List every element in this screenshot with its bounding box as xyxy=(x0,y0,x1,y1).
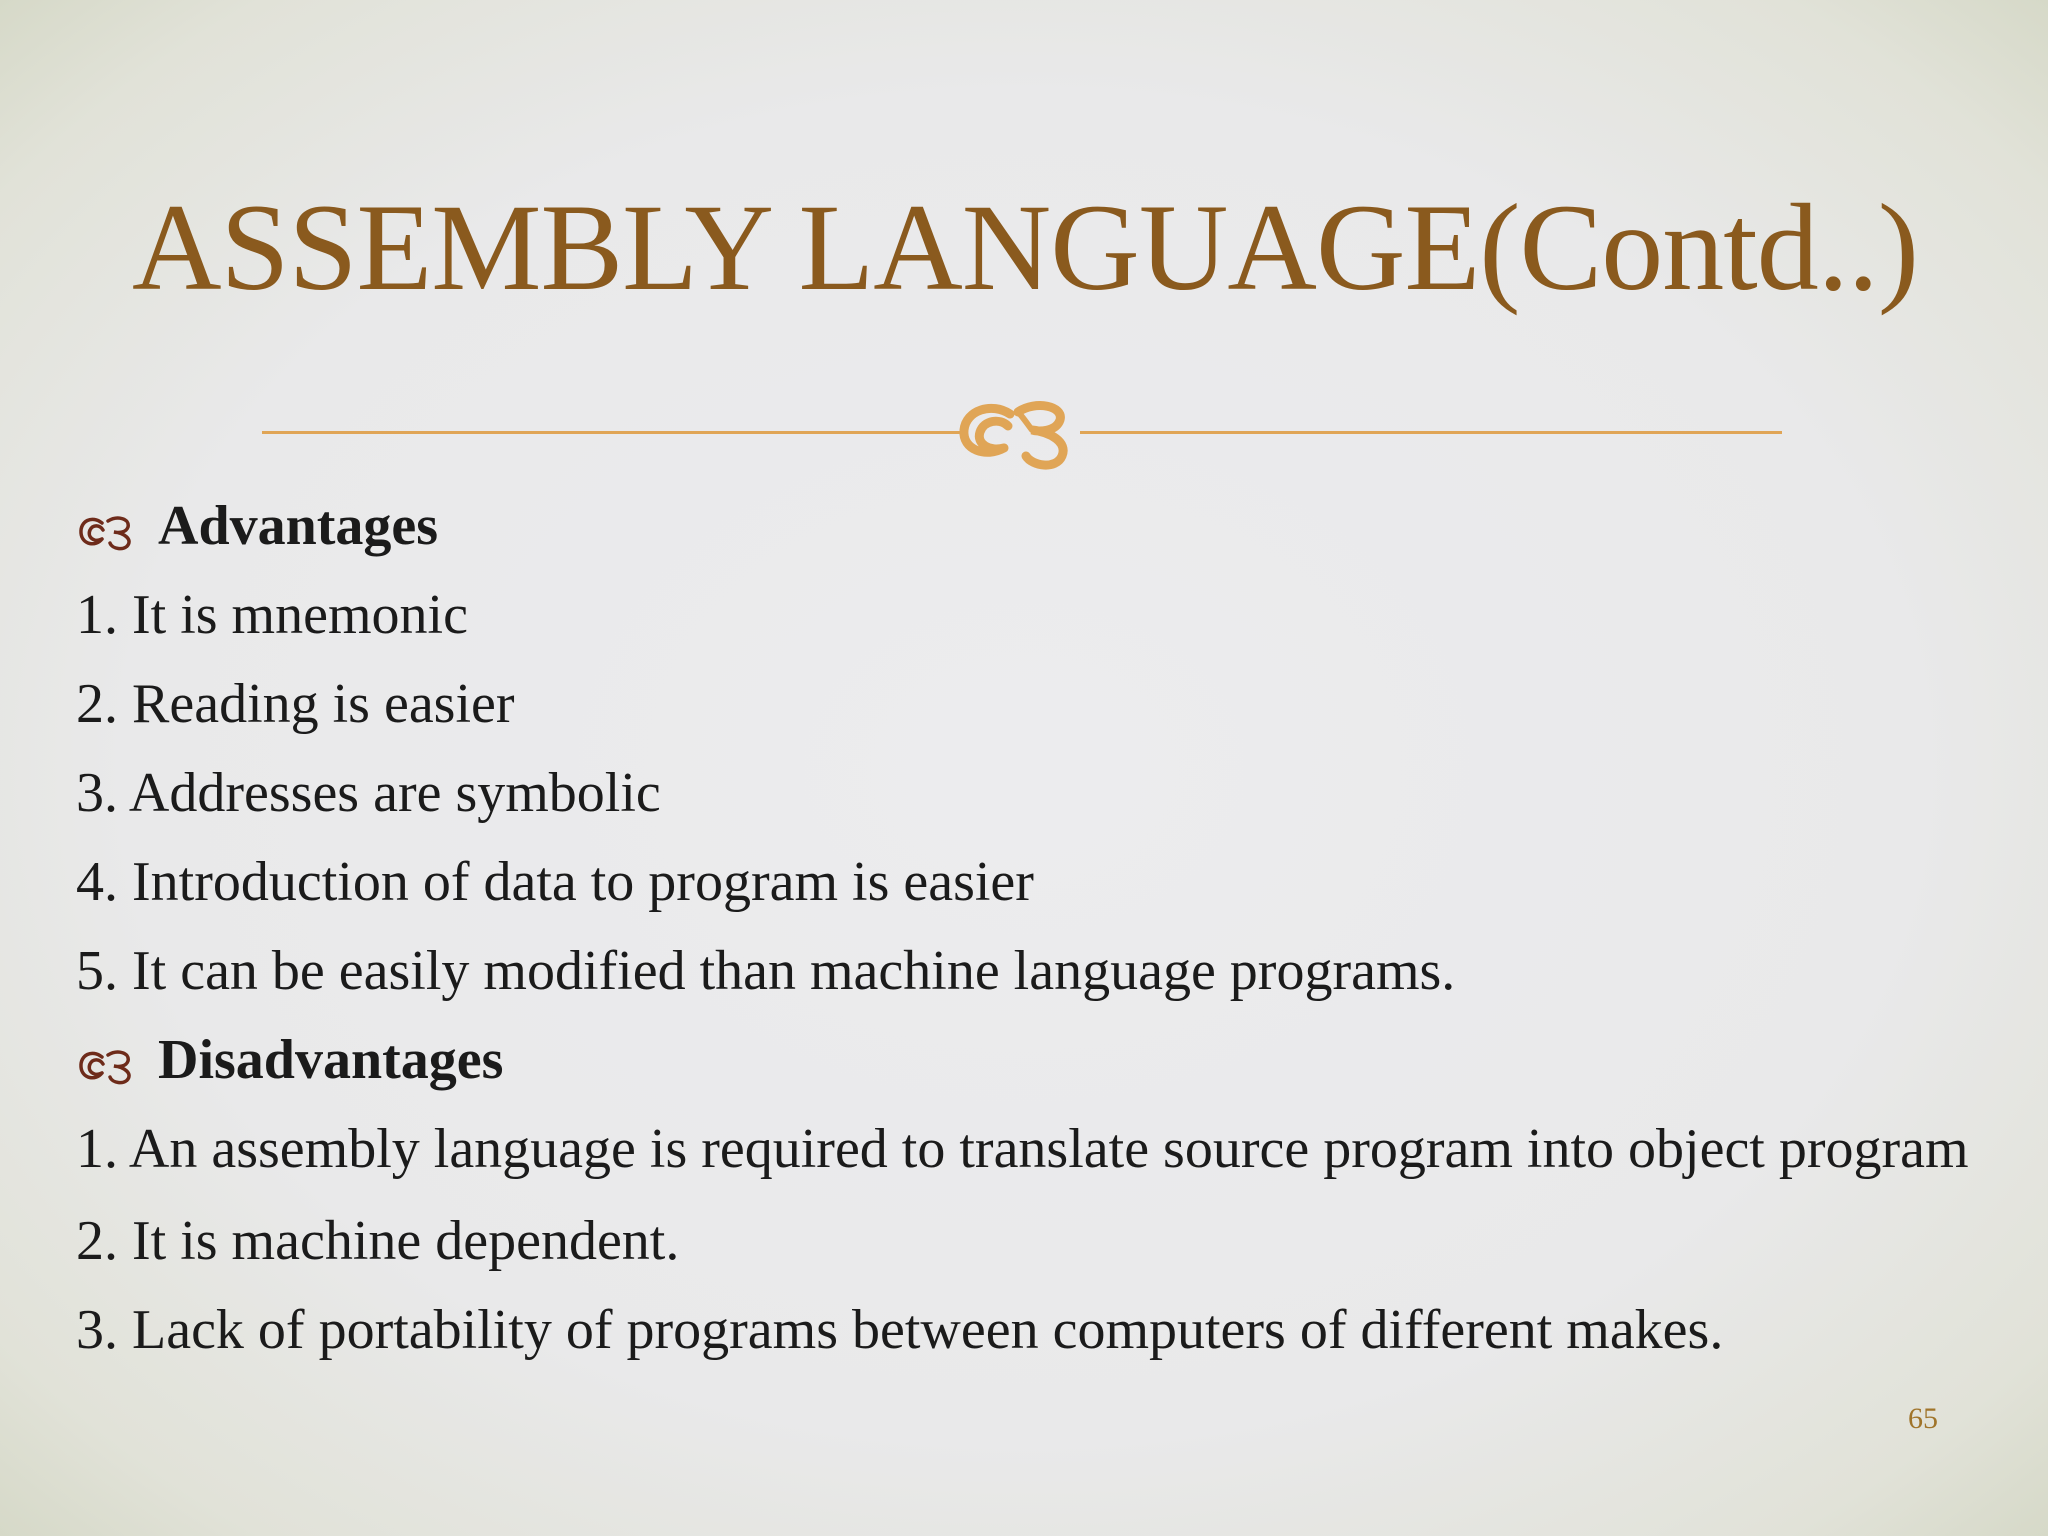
page-number: 65 xyxy=(1908,1402,1938,1435)
flourish-ornament-icon xyxy=(952,392,1092,472)
advantage-item-1: 1. It is mnemonic xyxy=(76,584,468,646)
advantages-heading-label: Advantages xyxy=(158,495,439,557)
divider-line-right xyxy=(1080,431,1782,434)
slide-title: ASSEMBLY LANGUAGE(Contd..) xyxy=(132,179,1918,316)
slide-body xyxy=(76,482,1996,1375)
disadvantages-heading-label: Disadvantages xyxy=(158,1029,504,1091)
advantage-item-3: 3. Addresses are symbolic xyxy=(76,762,661,824)
flourish-bullet-icon xyxy=(78,1045,134,1085)
divider-line-left xyxy=(262,431,962,434)
advantage-item-2: 2. Reading is easier xyxy=(76,673,515,735)
disadvantage-item-3: 3. Lack of portability of programs between computers of different makes. xyxy=(76,1299,1724,1361)
advantages-heading xyxy=(76,482,1996,571)
advantage-item-5: 5. It can be easily modified than machine language programs. xyxy=(76,940,1456,1002)
advantage-item-4: 4. Introduction of data to program is easier xyxy=(76,851,1034,913)
disadvantages-heading xyxy=(76,1016,1996,1105)
disadvantage-item-1: 1. An assembly language is required to translate source program into object program xyxy=(76,1118,1969,1180)
disadvantage-item-2: 2. It is machine dependent. xyxy=(76,1210,680,1272)
title-divider xyxy=(262,396,1782,476)
flourish-bullet-icon xyxy=(78,511,134,551)
